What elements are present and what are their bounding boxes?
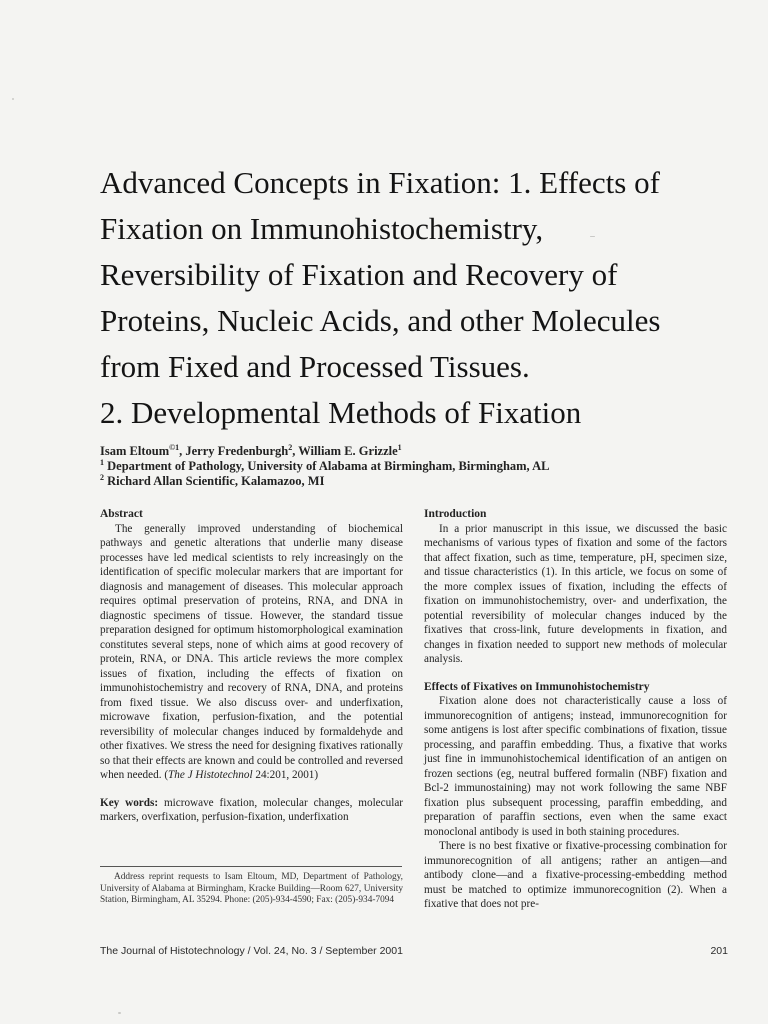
spacer [424, 667, 727, 680]
author-name: , Jerry Fredenburgh [179, 444, 289, 458]
abstract-heading: Abstract [100, 508, 143, 520]
title-line: from Fixed and Processed Tissues. [100, 349, 530, 384]
title-line: Reversibility of Fixation and Recovery of [100, 257, 618, 292]
author-affiliation-mark: 2 [288, 442, 293, 452]
affiliation-line [100, 459, 720, 474]
reprint-footnote: Address reprint requests to Isam Eltoum, MD, Department of Pathology, University of Alabama at Birmingham, Kracke Building—Room 627, University Station, Birmingham, AL 35294. Phone: (205)-934-4590; Fax: (205)-934-7094 [100, 872, 403, 905]
author-name: Isam Eltoum [100, 444, 170, 458]
affiliation-mark: 2 [100, 472, 104, 482]
article-title [100, 160, 740, 436]
affiliation-text: Richard Allan Scientific, Kalamazoo, MI [104, 474, 325, 488]
affiliation-mark: 1 [100, 457, 104, 467]
author-affiliation-mark: 1 [397, 442, 402, 452]
abstract-body: The generally improved understanding of biochemical pathways and genetic alterations that underlie many disease processes have led medical scientists to rely increasingly on the identification of specific molecular markers that are important for diagnosis and management of diseases. This molecular approach requires optimal preservation of proteins, RNA, and DNA in diagnostic specimens of tissue. However, the standard tissue preparation designed for optimum histomorphological examination constitutes several steps, none of which aims at good recovery of protein, RNA, or DNA. This article reviews the more complex issues of fixation, including the effects of fixation on immunohistochemistry and recovery of RNA, DNA, and proteins from fixed tissue. We also discuss over- and underfixation, microwave fixation, perfusion-fixation, and the potential reversibility of molecular changes induced by formaldehyde and other fixatives. We stress the need for designing fixatives rationally so that their effects are known and could be controlled and reversed when needed. [100, 522, 403, 781]
keywords-text: microwave fixation, molecular changes, molecular markers, overfixation, perfusion-fixation, underfixation [100, 796, 404, 823]
title-line: Advanced Concepts in Fixation: 1. Effects of [100, 165, 660, 200]
title-line: Proteins, Nucleic Acids, and other Molecules [100, 303, 661, 338]
introduction-heading: Introduction [424, 508, 487, 520]
citation-open: ( [161, 769, 169, 781]
effects-heading: Effects of Fixatives on Immunohistochemistry [424, 680, 650, 693]
author-affiliation-mark: ©1 [169, 442, 180, 452]
title-line: Fixation on Immunohistochemistry, [100, 211, 544, 246]
effects-paragraph-1: Fixation alone does not characteristically cause a loss of immunorecognition of antigens; instead, immunorecognition for some antigens is lost after specific combinations of fixation, tissue processing, and paraffin embedding. Thus, a fixative that works just fine in immunohistochemical identification of an antigen on frozen sections (eg, neutral buffered formalin (NBF) fixation and Bcl-2 immunostaining) may not work following the same NBF fixation plus subsequent processing, paraffin embedding, and preparation of paraffin sections, even when the same exact monoclonal antibody is used in both staining procedures. [424, 695, 727, 838]
journal-footer: The Journal of Histotechnology / Vol. 24, No. 3 / September 2001 [100, 945, 403, 957]
author-block [100, 444, 720, 489]
keywords [100, 796, 403, 825]
effects-paragraph-2: There is no best fixative or fixative-processing combination for immunorecognition of all antigens; rather an antigen—and antibody clone—and a fixative-processing-embedding method must be matched to optimize immunorecognition (2). When a fixative that does not pre- [424, 840, 727, 910]
author-name: , William E. Grizzle [292, 444, 398, 458]
footnote-divider [100, 866, 402, 867]
left-column [100, 507, 403, 825]
page-number: 201 [710, 945, 728, 957]
introduction-text: In a prior manuscript in this issue, we discussed the basic mechanisms of various types of fixation and some of the factors that affect fixation, such as time, temperature, pH, specimen size, and tissue characteristics (1). In this article, we focus on some of the more complex issues of fixation, including the effects of fixation on immunohistochemistry, over- and underfixation, the potential reversibility of molecular changes induced by the fixatives that cross-link, future developments in fixation, and changes in fixation needed to support new methods of molecular analysis. [424, 522, 727, 665]
affiliation-text: Department of Pathology, University of Alabama at Birmingham, Birmingham, AL [104, 459, 550, 473]
title-line: 2. Developmental Methods of Fixation [100, 395, 582, 430]
abstract-text [100, 522, 403, 783]
affiliation-line [100, 474, 720, 489]
citation-rest: 24:201, 2001) [252, 769, 319, 781]
citation-journal: The J Histotechnol [168, 769, 253, 781]
keywords-label: Key words: [100, 796, 159, 809]
scan-speck [118, 1012, 121, 1014]
spacer [100, 783, 403, 796]
author-list [100, 444, 720, 459]
right-column [424, 507, 727, 912]
scan-speck [12, 98, 14, 100]
